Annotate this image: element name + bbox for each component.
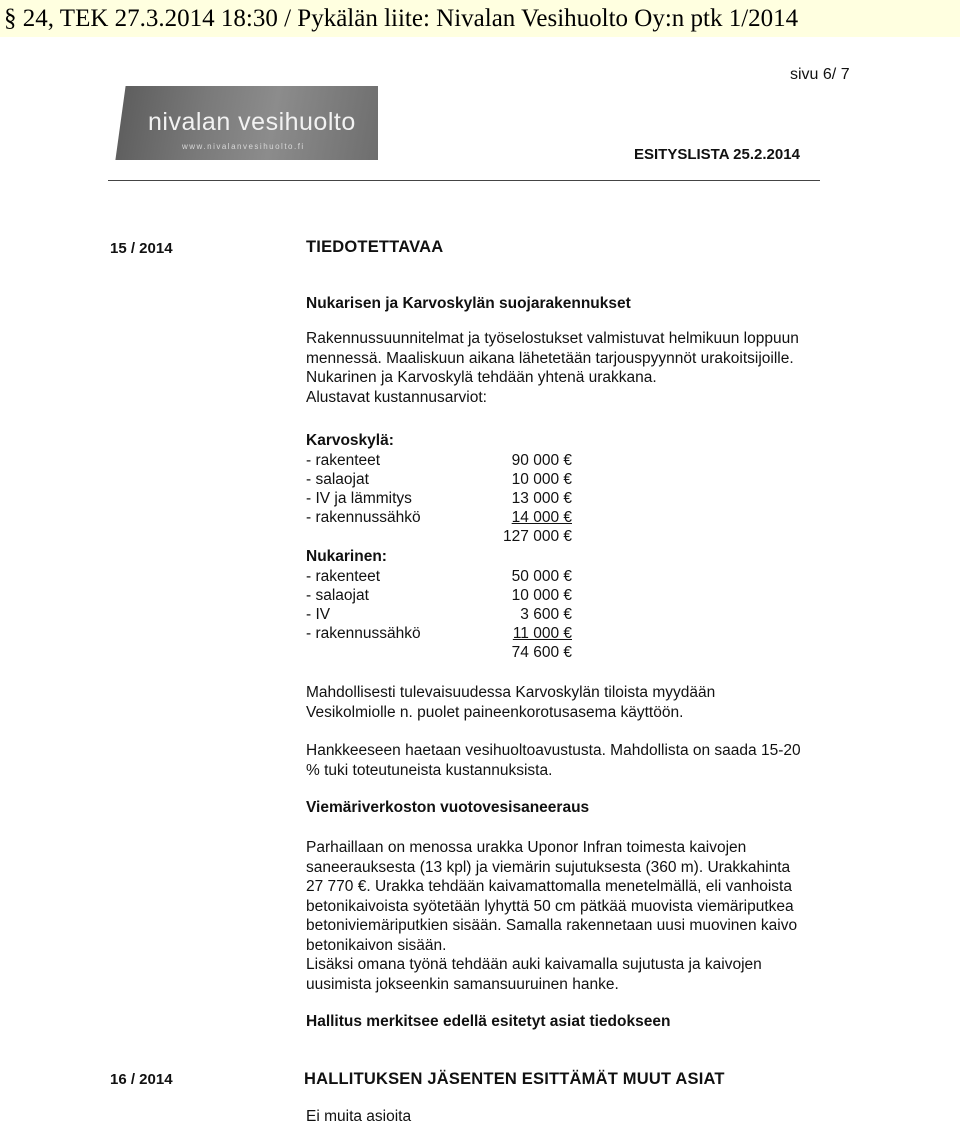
- shelters-intro: [306, 329, 866, 407]
- section-16-title: HALLITUKSEN JÄSENTEN ESITTÄMÄT MUUT ASIAT: [304, 1070, 725, 1088]
- text-line: Alustavat kustannusarviot:: [306, 388, 487, 406]
- agenda-title: ESITYSLISTA 25.2.2014: [634, 146, 800, 163]
- cost-item-amount: 11 000 €: [512, 625, 572, 642]
- text-line: Mahdollisesti tulevaisuudessa Karvoskylän tiloista myydään: [306, 684, 716, 701]
- section-16-body: Ei muita asioita: [306, 1108, 412, 1125]
- text-line: Rakennussuunnitelmat ja työselostukset valmistuvat helmikuun loppuun: [306, 330, 799, 347]
- shelters-grant-note: [306, 741, 866, 780]
- text-line: uusimista jokseenkin samansuuruinen hanke.: [306, 975, 619, 993]
- sewer-renovation-heading: Viemäriverkoston vuotovesisaneeraus: [306, 799, 590, 816]
- cost-item-amount: 10 000 €: [511, 471, 572, 488]
- cost-item-amount: 50 000 €: [511, 568, 572, 585]
- sewer-renovation-text: [306, 838, 866, 994]
- section-15-title: TIEDOTETTAVAA: [306, 238, 444, 256]
- board-decision: Hallitus merkitsee edellä esitetyt asiat tiedokseen: [306, 1013, 671, 1030]
- header-divider: [108, 180, 820, 181]
- cost-item-label: - IV: [306, 606, 331, 623]
- cost-item-label: - IV ja lämmitys: [306, 490, 412, 507]
- text-line: % tuki toteutuneista kustannuksista.: [306, 761, 553, 779]
- page-number: sivu 6/ 7: [790, 66, 850, 83]
- text-line: Nukarinen ja Karvoskylä tehdään yhtenä urakkana.: [306, 369, 657, 386]
- logo-url: www.nivalanvesihuolto.fi: [182, 142, 305, 151]
- text-line: betonikaivoista syötetään lyhyttä 50 cm pätkää muovista viemäriputkea: [306, 897, 794, 915]
- text-line: Lisäksi omana työnä tehdään auki kaivamalla sujutusta ja kaivojen: [306, 956, 762, 973]
- text-line: 27 770 €. Urakka tehdään kaivamattomalla menetelmällä, eli vanhoista: [306, 878, 792, 895]
- cost-item-label: - rakennussähkö: [306, 625, 421, 642]
- document-header-text: § 24, TEK 27.3.2014 18:30 / Pykälän liite: Nivalan Vesihuolto Oy:n ptk 1/2014: [4, 5, 799, 32]
- text-line: Vesikolmiolle n. puolet paineenkorotusasema käyttöön.: [306, 703, 684, 721]
- shelters-sale-note: [306, 683, 866, 722]
- cost-item-amount: 90 000 €: [511, 452, 572, 469]
- shelters-heading: Nukarisen ja Karvoskylän suojarakennukset: [306, 295, 631, 312]
- karvoskyla-total: 127 000 €: [503, 528, 572, 545]
- section-15-number: 15 / 2014: [110, 240, 173, 257]
- text-line: betoniviemäriputkien sisään. Samalla rakennetaan uusi muovinen kaivo: [306, 917, 798, 934]
- section-16-number: 16 / 2014: [110, 1071, 173, 1088]
- nukarinen-heading: Nukarinen:: [306, 548, 387, 565]
- text-line: Parhaillaan on menossa urakka Uponor Infran toimesta kaivojen: [306, 839, 747, 856]
- nukarinen-total: 74 600 €: [511, 644, 572, 661]
- cost-item-amount: 10 000 €: [511, 587, 572, 604]
- cost-item-label: - rakenteet: [306, 568, 381, 585]
- text-line: saneerauksesta (13 kpl) ja viemärin sujutuksesta (360 m). Urakkahinta: [306, 858, 791, 876]
- karvoskyla-heading: Karvoskylä:: [306, 432, 394, 449]
- logo-name: nivalan vesihuolto: [148, 108, 356, 136]
- cost-item-amount: 3 600 €: [520, 606, 572, 623]
- text-line: Hankkeeseen haetaan vesihuoltoavustusta. Mahdollista on saada 15-20: [306, 742, 801, 759]
- cost-item-amount: 14 000 €: [511, 509, 572, 526]
- document-header-bar: [0, 0, 960, 37]
- text-line: mennessä. Maaliskuun aikana lähetetään tarjouspyynnöt urakoitsijoille.: [306, 349, 794, 367]
- cost-item-label: - rakenteet: [306, 452, 381, 469]
- cost-item-label: - salaojat: [306, 471, 369, 488]
- cost-item-label: - salaojat: [306, 587, 369, 604]
- cost-item-amount: 13 000 €: [511, 490, 572, 507]
- logo-slash-mark: [112, 86, 146, 160]
- company-logo: [112, 86, 378, 160]
- text-line: betonikaivon sisään.: [306, 936, 447, 954]
- cost-item-label: - rakennussähkö: [306, 509, 421, 526]
